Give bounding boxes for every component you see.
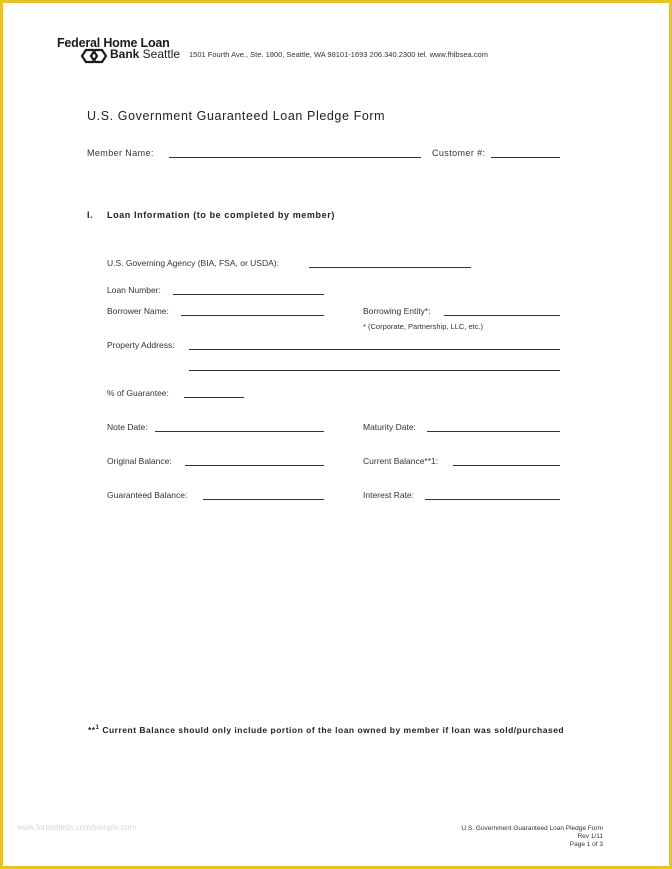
guaranteed-balance-field[interactable] (203, 499, 324, 500)
member-name-field[interactable] (169, 157, 421, 158)
guaranteed-balance-label: Guaranteed Balance: (107, 490, 188, 500)
maturity-date-label: Maturity Date: (363, 422, 416, 432)
agency-field[interactable] (309, 267, 471, 268)
footnote (88, 725, 564, 735)
member-name-label: Member Name: (87, 148, 154, 158)
entity-note: * (Corporate, Partnership, LLC, etc.) (363, 322, 484, 331)
borrower-name-label: Borrower Name: (107, 306, 169, 316)
interlocking-hexagons-icon (79, 47, 109, 65)
borrower-name-field[interactable] (181, 315, 324, 316)
property-address-field-line2[interactable] (189, 370, 560, 371)
footnote-mark: ** (88, 725, 96, 735)
document-page (3, 3, 669, 866)
section-number: I. (87, 210, 94, 220)
guarantee-label: % of Guarantee: (107, 388, 169, 398)
footer-page-number: Page 1 of 3 (569, 841, 603, 848)
current-balance-label: Current Balance**1: (363, 456, 439, 466)
current-balance-field[interactable] (453, 465, 560, 466)
borrowing-entity-label: Borrowing Entity*: (363, 306, 431, 316)
note-date-label: Note Date: (107, 422, 148, 432)
guarantee-field[interactable] (184, 397, 244, 398)
footer-revision: Rev 1/11 (577, 833, 603, 840)
footer-form-name: U.S. Government Guaranteed Loan Pledge Form (461, 825, 603, 832)
form-title: U.S. Government Guaranteed Loan Pledge Form (87, 109, 386, 123)
loan-number-field[interactable] (173, 294, 324, 295)
interest-rate-field[interactable] (425, 499, 560, 500)
maturity-date-field[interactable] (427, 431, 560, 432)
watermark: www.formsbirds.com/sample.com (17, 823, 137, 832)
loan-number-label: Loan Number: (107, 285, 161, 295)
org-address: 1501 Fourth Ave., Ste. 1800, Seattle, WA 98101-1693 206.340.2300 tel. www.fhlbsea.com (189, 50, 488, 59)
interest-rate-label: Interest Rate: (363, 490, 415, 500)
property-address-field-line1[interactable] (189, 349, 560, 350)
footnote-text: Current Balance should only include portion of the loan owned by member if loan was sold/purchased (99, 725, 565, 735)
note-date-field[interactable] (155, 431, 324, 432)
borrowing-entity-field[interactable] (444, 315, 560, 316)
footnote-sup: 1 (95, 725, 100, 732)
org-name-line1: Federal Home Loan (57, 36, 170, 50)
org-name-city: Seattle (139, 47, 181, 61)
customer-number-label: Customer #: (432, 148, 486, 158)
org-name-bank: Bank (110, 47, 140, 61)
customer-number-field[interactable] (491, 157, 560, 158)
org-name-line2 (110, 47, 180, 61)
original-balance-field[interactable] (185, 465, 324, 466)
property-address-label: Property Address: (107, 340, 175, 350)
section-title: Loan Information (to be completed by member) (107, 210, 335, 220)
agency-label: U.S. Governing Agency (BIA, FSA, or USDA): (107, 258, 279, 268)
original-balance-label: Original Balance: (107, 456, 172, 466)
